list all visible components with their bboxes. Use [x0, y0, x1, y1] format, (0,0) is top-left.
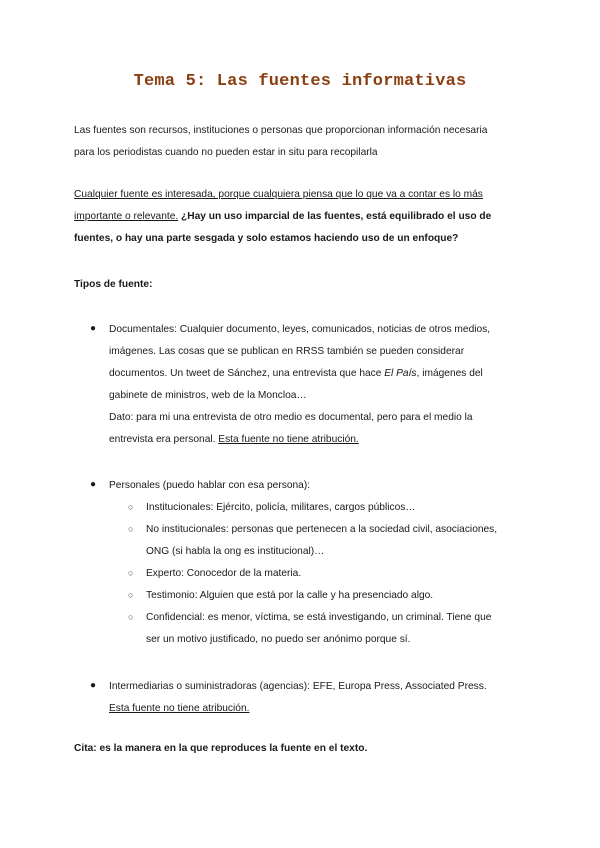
bullet-icon: ●: [90, 323, 97, 334]
sub-item-no-institucionales: [146, 519, 527, 563]
intermediarias-attribution-note: Esta fuente no tiene atribución.: [109, 703, 250, 714]
no-institucionales-line: No institucionales: personas que pertenecen a la sociedad civil, asociaciones,: [146, 524, 498, 535]
intro-paragraph: [74, 120, 526, 164]
documentales-text: , imágenes del: [416, 368, 483, 379]
documentales-attribution-note: Esta fuente no tiene atribución.: [218, 434, 359, 445]
bullet-icon: ●: [90, 479, 97, 490]
intermediarias-line: Intermediarias o suministradoras (agencias): EFE, Europa Press, Associated Press.: [109, 681, 487, 692]
sub-bullet-icon: ○: [128, 524, 134, 534]
list-item-personales: Personales (puedo hablar con esa persona):: [109, 480, 311, 491]
intro-line: para los periodistas cuando no pueden estar in situ para recopilarla: [74, 147, 378, 158]
documentales-italic: El País: [384, 368, 417, 379]
documentales-text: documentos. Un tweet de Sánchez, una entrevista que hace: [109, 368, 385, 379]
sub-item-confidencial: [146, 607, 527, 651]
no-institucionales-line: ONG (si habla la ong es institucional)…: [146, 546, 325, 557]
question-paragraph: [74, 184, 526, 250]
documentales-line: Documentales: Cualquier documento, leyes, comunicados, noticias de otros medios,: [109, 324, 491, 335]
question-underlined-text: Cualquier fuente es interesada, porque cualquiera piensa que lo que va a contar es lo más: [74, 189, 483, 200]
page-title: Tema 5: Las fuentes informativas: [133, 72, 467, 91]
list-item-documentales: [109, 319, 527, 451]
documentales-line: Dato: para mi una entrevista de otro medio es documental, pero para el medio la: [109, 412, 473, 423]
question-bold-text: ¿Hay un uso imparcial de las fuentes, está equilibrado el uso de: [178, 211, 492, 222]
sub-bullet-icon: ○: [128, 612, 134, 622]
question-underlined-text: importante o relevante.: [74, 211, 179, 222]
confidencial-line: Confidencial: es menor, víctima, se está investigando, un criminal. Tiene que: [146, 612, 492, 623]
documentales-line: gabinete de ministros, web de la Moncloa…: [109, 390, 307, 401]
cita-definition: Cita: es la manera en la que reproduces la fuente en el texto.: [74, 743, 368, 754]
bullet-icon: ●: [90, 680, 97, 691]
question-bold-text: fuentes, o hay una parte sesgada y solo estamos haciendo uso de un enfoque?: [74, 233, 459, 244]
intro-line: Las fuentes son recursos, instituciones o personas que proporcionan información necesaria: [74, 125, 488, 136]
documentales-text: entrevista era personal.: [109, 434, 219, 445]
confidencial-line: ser un motivo justificado, no puedo ser anónimo porque sí.: [146, 634, 411, 645]
tipos-heading: Tipos de fuente:: [74, 279, 153, 290]
sub-bullet-icon: ○: [128, 502, 134, 512]
sub-bullet-icon: ○: [128, 568, 134, 578]
sub-bullet-icon: ○: [128, 590, 134, 600]
sub-item-experto: Experto: Conocedor de la materia.: [146, 568, 302, 579]
documentales-line: imágenes. Las cosas que se publican en RRSS también se pueden considerar: [109, 346, 465, 357]
sub-item-institucionales: Institucionales: Ejército, policía, militares, cargos públicos…: [146, 502, 416, 513]
list-item-intermediarias: [109, 676, 527, 720]
sub-item-testimonio: Testimonio: Alguien que está por la calle y ha presenciado algo.: [146, 590, 434, 601]
